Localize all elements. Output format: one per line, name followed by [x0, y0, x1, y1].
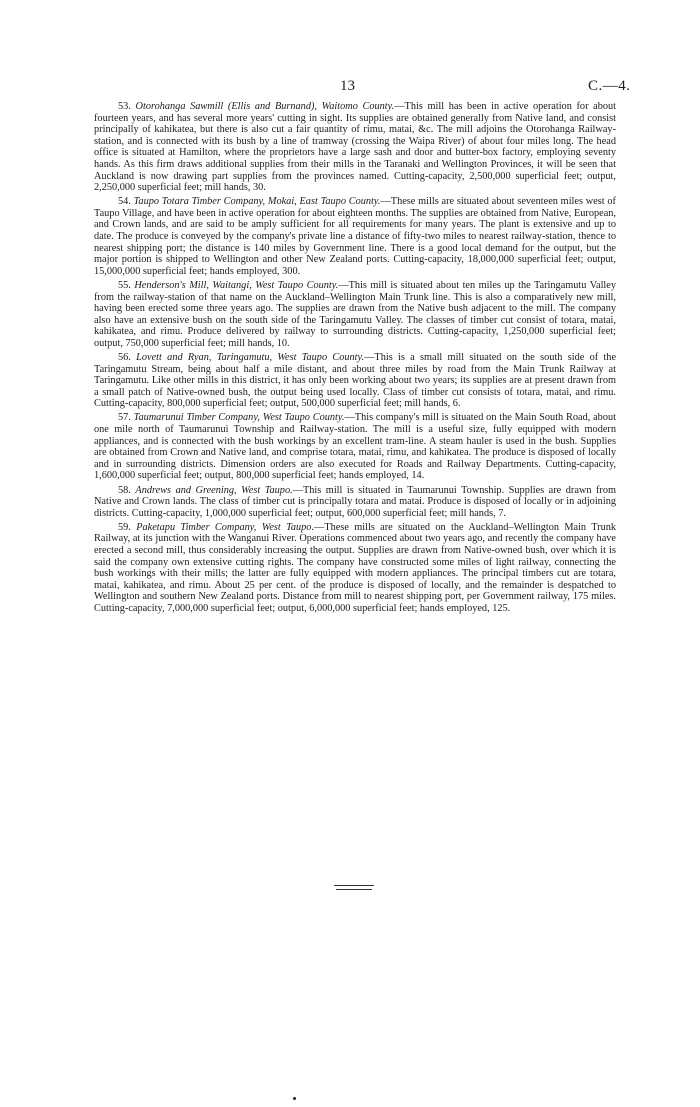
- entry-text: —This is a small mill situated on the south side of the Taringamutu Stream, being about half a mile distant, and about three miles by road from the Main Trunk Railway at Taringamutu. Like other mills in this district, it has only been working about two years; its supplies are at present drawn from a small patch of Native-owned bush, the output being used locally. Class of timber cut consists of totara, matai, and rimu. Cutting-capacity, 800,000 superficial feet; output, 500,000 superficial feet; mill hands, 6.: [94, 351, 617, 410]
- entry-title: Taumarunui Timber Company, West Taupo County.: [133, 412, 345, 424]
- entry-text: —These mills are situated about seventeen miles west of Taupo Village, and have been in active operation for about eighteen months. The supplies are obtained from Native, European, and Crown lands, and are said to be amply sufficient for all requirements for many years. The plant is extensive and up to date. The produce is conveyed by the company's private line a distance of fifty-two miles to nearest railway-station, thence to nearest shipping port; the distance is 140 miles by Government line. There is a good local demand for the output, but the major portion is shipped to Wellington and other New Zealand ports. Cutting-capacity, 18,000,000 superficial feet; output, 15,000,000 superficial feet; hands employed, 300.: [94, 196, 616, 277]
- mill-entry: [94, 196, 616, 277]
- entry-number: 59.: [118, 521, 131, 533]
- entry-text: —This mill is situated in Taumarunui Township. Supplies are drawn from Native and Crown lands. The class of timber cut is principally totara and matai. Produce is disposed of locally or in adjoining districts. Cutting-capacity, 1,000,000 superficial feet; output, 600,000 superficial feet; mill hands, 7.: [94, 484, 617, 519]
- entry-title: Andrews and Greening, West Taupo.: [135, 484, 293, 496]
- entry-number: 57.: [118, 412, 131, 424]
- end-rule: [336, 889, 372, 890]
- entry-title: Paketapu Timber Company, West Taupo.: [136, 521, 315, 533]
- mill-entry: [94, 280, 616, 350]
- page-number: 13: [340, 78, 355, 94]
- scan-mark: [293, 1097, 296, 1100]
- mill-entry: [94, 352, 616, 410]
- entry-number: 56.: [118, 351, 131, 363]
- entry-number: 54.: [118, 196, 131, 208]
- entry-title: Lovett and Ryan, Taringamutu, West Taupo County.: [136, 351, 365, 363]
- entry-text: —This mill has been in active operation for about fourteen years, and has several more years' cutting in sight. Its supplies are obtained generally from Native land, and consist principally of kahikatea, but there is also cut a fair quantity of rimu, matai, &c. The mill adjoins the Otorohanga Railway-station, and is connected with its bush by a line of tramway (crossing the Waipa River) of about four miles long. The head office is situated at Hamilton, where the proprietors have a large sash and door and butter-box factory, employing seventy hands. As this firm draws additional supplies from their mills in the Taranaki and Wellington Provinces, it will be seen that Auckland is now drawing part supplies from the provinces named. Cutting-capacity, 2,500,000 superficial feet; output, 2,250,000 superficial feet; mill hands, 30.: [94, 101, 617, 194]
- entry-number: 58.: [118, 484, 131, 496]
- mill-entry: [94, 522, 616, 615]
- entry-text: —This company's mill is situated on the Main South Road, about one mile north of Taumarunui Township and Railway-station. The mill is a useful size, fully equipped with modern appliances, and is connected with the bush workings by an excellent tram-line. A steam hauler is used in the bush. Supplies are obtained from Crown and Native land, and comprise totara, matai, rimu, and kahikatea. The produce is disposed of locally and in surrounding districts. Dimension orders are also executed for Roads and Railway Departments. Cutting-capacity, 1,600,000 superficial feet; output, 800,000 superficial feet; hands employed, 14.: [94, 412, 616, 482]
- body-text: [94, 101, 616, 617]
- entry-title: Taupo Totara Timber Company, Mokai, East Taupo County.: [133, 196, 381, 208]
- document-reference: C.—4.: [588, 78, 631, 94]
- entry-title: Henderson's Mill, Waitangi, West Taupo County.: [134, 279, 339, 291]
- entry-title: Otorohanga Sawmill (Ellis and Burnand), Waitomo County.: [135, 101, 395, 112]
- mill-entry: [94, 485, 616, 520]
- entry-number: 55.: [118, 279, 131, 291]
- mill-entry: [94, 412, 616, 482]
- mill-entry: [94, 101, 616, 194]
- end-rule: [334, 885, 374, 886]
- entry-number: 53.: [118, 101, 131, 112]
- entry-text: —This mill is situated about ten miles up the Taringamutu Valley from the railway-station of that name on the Auckland–Wellington Main Trunk line. This is also a comparatively new mill, having been erected some three years ago. The supplies are drawn from the Native bush adjacent to the mill. The company also have an extensive bush on the south side of the Taringamutu Valley. The classes of timber cut consist of totara, matai, kahikatea, and rimu. Produce delivered by railway to surrounding districts. Cutting-capacity, 1,250,000 superficial feet; output, 750,000 superficial feet; mill hands, 10.: [94, 279, 617, 349]
- entry-text: —These mills are situated on the Auckland–Wellington Main Trunk Railway, at its junction with the Wanganui River. Operations commenced about two years ago, and recently the company have erected a second mill, thus considerably increasing the output. Supplies are drawn from Native-owned bush, over which it is said the company own extensive cutting rights. The company have constructed some miles of light railway, connecting the bush workings with their mills; the latter are fully equipped with modern appliances. The principal timbers cut are totara, matai, kahikatea, and rimu. About 25 per cent. of the produce is disposed of locally, and the remainder is despatched to Wellington and southern New Zealand ports. Distance from mill to nearest shipping port, per Government railway, 175 miles. Cutting-capacity, 7,000,000 superficial feet; output, 6,000,000 superficial feet; hands employed, 125.: [94, 521, 617, 614]
